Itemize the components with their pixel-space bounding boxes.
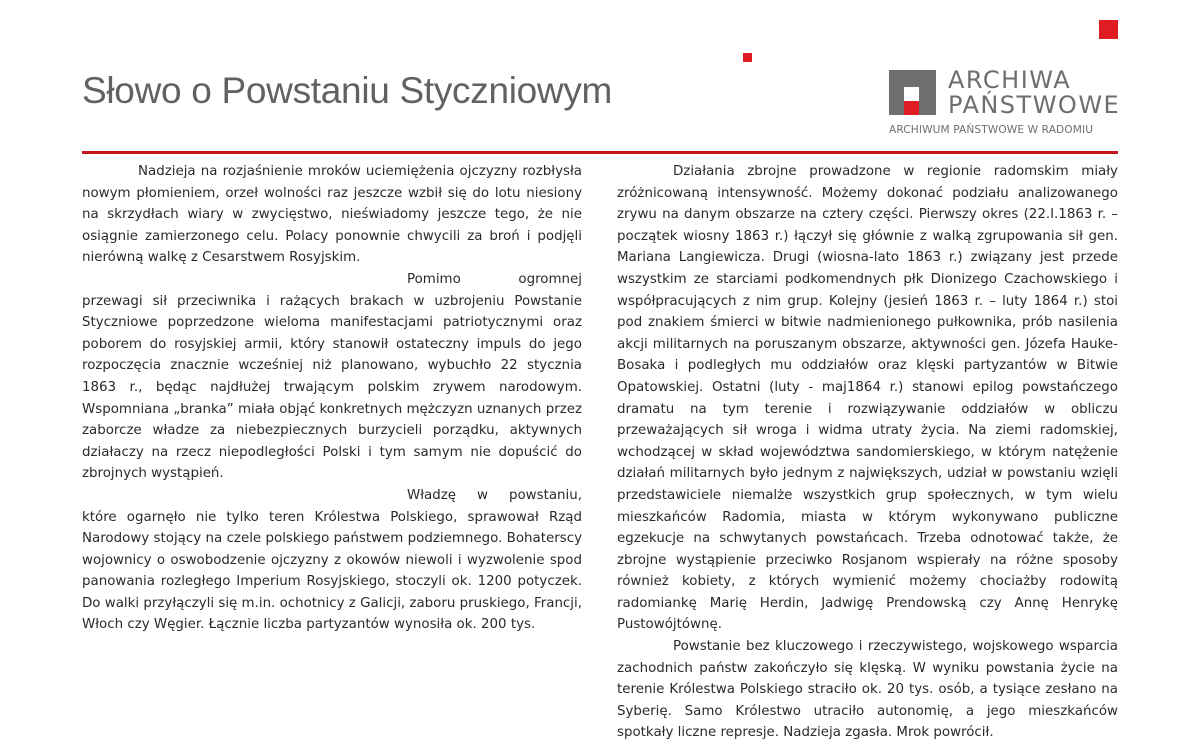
logo-subtitle: ARCHIWUM PAŃSTWOWE W RADOMIU [889,124,1094,136]
decorative-red-square-small [743,53,752,62]
archive-building-icon [889,70,936,115]
decorative-red-square [1099,20,1118,39]
paragraph: Władzę w powstaniu, które ogarnęło nie tylko teren Królestwa Polskiego, sprawował Rząd Narodowy stojący na czele polskiego państwem podziemnego. Bohaterscy wojownicy o oswobodzenie ojczyzny z okowów niewoli i wyzwolenie spod panowania rozległego Imperium Rosyjskiego, stoczyli ok. 1200 potyczek. Do walki przyłączyli się m.in. ochotnicy z Galicji, zaboru pruskiego, Francji, Włoch czy Węgier. Łącznie liczba partyzantów wynosiła ok. 200 tys. [82,487,582,633]
paragraph: Działania zbrojne prowadzone w regionie radomskim miały zróżnicowaną intensywność. Możemy dokonać podziału analizowanego zrywu na danym obszarze na cztery części. Pierwszy okres (22.I.1863 r. – początek wiosny 1863 r.) łączył się głównie z walką zgrupowania sił gen. Mariana Langiewicza. Drugi (wiosna-lato 1863 r.) związany jest przede wszystkim ze starciami podkomendnych płk Dionizego Czachowskiego i współpracujących z nim grup. Kolejny (jesień 1863 r. – luty 1864 r.) stoi pod znakiem śmierci w bitwie nadmienionego pułkownika, prób nasilenia akcji militarnych na poruszanym obszarze, aktywności gen. Józefa Hauke-Bosaka i podległych mu oddziałów oraz klęski partyzantów w Bitwie Opatowskiej. Ostatni (luty - maj1864 r.) stanowi epilog powstańczego dramatu na tym terenie i rozwiązywanie oddziałów w obliczu przeważających sił wroga i widma utraty życia. Na ziemi radomskiej, wchodzącej w skład województwa sandomierskiego, w którym natężenie działań militarnych było jednym z największych, udział w powstaniu wzięli przedstawiciele niemalże wszystkich grup społecznych, w tym wielu mieszkańców Radomia, miasta w którym wykonywano publiczne egzekucje na schwytanych powstańcach. Trzeba odnotować także, że zbrojne wystąpienie przeciwko Rosjanom wspierały na różne sposoby również kobiety, z których wymienić możemy chociażby rodowitą radomiankę Marię Herdin, Jadwigę Prendowską czy Annę Henrykę Pustowójtównę. [617,164,1118,633]
left-text-column [82,161,582,636]
logo-red-block [904,101,919,115]
page-title: Słowo o Powstaniu Styczniowym [82,70,613,111]
paragraph: Pomimo ogromnej przewagi sił przeciwnika i rażących brakach w uzbrojeniu Powstanie Styczniowe poprzedzone wieloma manifestacjami patriotycznymi oraz poborem do rosyjskiej armii, który stanowił ostateczny impuls do jego rozpoczęcia znacznie wcześniej niż planowano, wybuchło 22 stycznia 1863 r., będąc najdłużej trwającym polskim zrywem narodowym. Wspomniana „branka” miała objąć konkretnych mężczyzn uznanych przez zaborcze władze za niebezpiecznych burzycieli porządku, aktywnych działaczy na rzecz niepodległości Polski i tym samym nie dopuścić do zbrojnych wystąpień. [82,271,582,482]
title-divider [82,151,1118,154]
logo-text-line1: ARCHIWA [948,66,1072,94]
right-text-column [617,161,1118,744]
paragraph: Nadzieja na rozjaśnienie mroków uciemiężenia ojczyzny rozbłysła nowym płomieniem, orzeł wolności raz jeszcze wzbił się do lotu niesiony na skrzydłach wiary w zwycięstwo, nieświadomy jeszcze tego, że nie osiągnie zamierzonego celu. Polacy ponownie chwycili za broń i podjęli nierówną walkę z Cesarstwem Rosyjskim. [82,164,582,266]
logo-text-line2: PAŃSTWOWE [948,91,1121,119]
paragraph: Powstanie bez kluczowego i rzeczywistego, wojskowego wsparcia zachodnich państw zakończyło się klęską. W wyniku powstania życie na terenie Królestwa Polskiego straciło ok. 20 tys. osób, a tysiące zesłano na Syberię. Samo Królestwo utraciło autonomię, a jego mieszkańców spotkały liczne represje. Nadzieja zgasła. Mrok powrócił. [617,639,1118,741]
